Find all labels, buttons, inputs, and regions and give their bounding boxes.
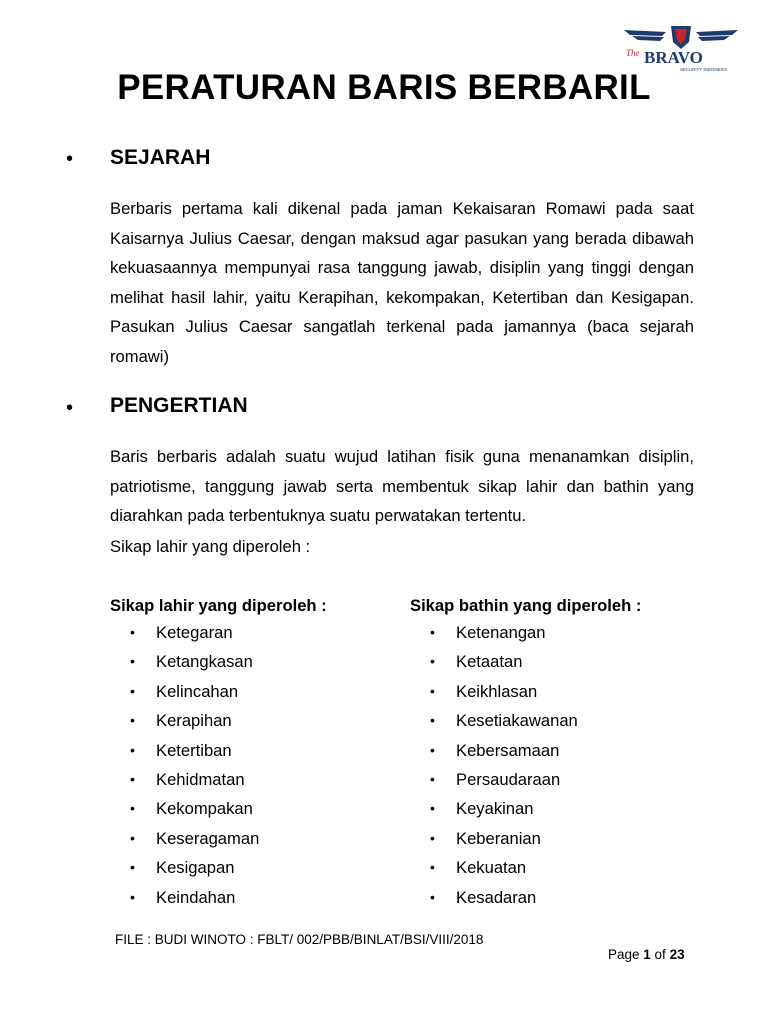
list-item-label: Kesigapan	[156, 858, 235, 878]
section-heading-pengertian: PENGERTIAN	[110, 394, 248, 417]
list-item	[130, 677, 259, 706]
bullet-icon: •	[130, 859, 135, 876]
list-item-label: Kerapihan	[156, 711, 232, 731]
list-item-label: Ketertiban	[156, 740, 232, 760]
page-title: PERATURAN BARIS BERBARIL	[117, 68, 651, 107]
bullet-icon: •	[130, 800, 135, 817]
bullet-icon: •	[430, 859, 435, 876]
page-number: Page 1 of 23	[608, 947, 685, 962]
list-heading-bathin: Sikap bathin yang diperoleh :	[410, 596, 642, 615]
list-item-label: Ketegaran	[156, 623, 233, 642]
bullet-icon: •	[130, 624, 135, 640]
section-paragraph-pengertian: Baris berbaris adalah suatu wujud latihan fisik guna menanamkan disiplin, patriotisme, tanggung jawab serta membentuk sikap lahir dan bathin yang diarahkan pada terbentuknya suatu perwatakan tertentu.	[110, 447, 694, 525]
list-item-label: Kehidmatan	[156, 769, 245, 789]
section-bullet-icon: •	[66, 148, 74, 170]
list-item-label: Kekompakan	[156, 799, 253, 819]
list-item-label: Kesetiakawanan	[456, 711, 578, 731]
bullet-icon: •	[430, 682, 435, 699]
bullet-icon: •	[430, 829, 435, 846]
bullet-icon: •	[430, 770, 435, 787]
list-item	[430, 677, 578, 706]
list-item-label: Kelincahan	[156, 681, 239, 701]
list-item-label: Ketangkasan	[156, 652, 253, 672]
section-bullet-icon: •	[66, 397, 74, 419]
list-item	[430, 853, 578, 882]
list-item-label: Keindahan	[156, 887, 236, 907]
list-item	[130, 853, 259, 882]
list-item	[430, 647, 578, 676]
list-item	[430, 765, 578, 794]
list-heading-lahir: Sikap lahir yang diperoleh :	[110, 596, 327, 615]
list-item-label: Kebersamaan	[456, 740, 560, 760]
bullet-icon: •	[130, 888, 135, 905]
bullet-icon: •	[130, 653, 135, 670]
bullet-icon: •	[430, 653, 435, 670]
section-extra-line: Sikap lahir yang diperoleh :	[110, 537, 311, 556]
list-item-label: Persaudaraan	[456, 769, 561, 789]
list-item-label: Keberanian	[456, 828, 541, 848]
bullet-icon: •	[430, 800, 435, 817]
list-item	[430, 618, 578, 647]
svg-text:SECURITY INDONESIA: SECURITY INDONESIA	[680, 67, 728, 72]
list-item	[130, 736, 259, 765]
list-item	[130, 647, 259, 676]
bullet-icon: •	[430, 888, 435, 905]
list-item	[130, 765, 259, 794]
list-item-label: Kesadaran	[456, 887, 537, 907]
list-item-label: Keseragaman	[156, 828, 260, 848]
list-item	[130, 706, 259, 735]
list-item	[430, 706, 578, 735]
list-item-label: Keyakinan	[456, 799, 534, 819]
bullet-icon: •	[130, 829, 135, 846]
bullet-icon: •	[130, 770, 135, 787]
bullet-icon: •	[430, 741, 435, 758]
list-bathin	[430, 618, 578, 912]
bullet-icon: •	[130, 682, 135, 699]
bullet-icon: •	[430, 624, 435, 640]
list-item	[430, 794, 578, 823]
list-item-label: Ketaatan	[456, 652, 523, 672]
list-item-label: Kekuatan	[456, 858, 527, 878]
list-item-label: Ketenangan	[456, 623, 546, 642]
list-item	[430, 824, 578, 853]
list-item	[130, 618, 259, 647]
list-item-label: Keikhlasan	[456, 681, 538, 701]
list-item	[130, 794, 259, 823]
section-paragraph-sejarah: Berbaris pertama kali dikenal pada jaman Kekaisaran Romawi pada saat Kaisarnya Julius Caesar, dengan maksud agar pasukan yang berada dibawah kekuasaannya mempunyai rasa tanggung jawab, disiplin yang tinggi dengan melihat hasil lahir, yaitu Kerapihan, kekompakan, Ketertiban dan Kesigapan. Pasukan Julius Caesar sangatlah terkenal pada jamannya (baca sejarah romawi)	[110, 199, 694, 366]
svg-text:BRAVO: BRAVO	[644, 48, 703, 67]
bullet-icon: •	[130, 712, 135, 729]
bullet-icon: •	[130, 741, 135, 758]
list-item	[430, 736, 578, 765]
section-heading-sejarah: SEJARAH	[110, 146, 211, 169]
bullet-icon: •	[430, 712, 435, 729]
footer-file-reference: FILE : BUDI WINOTO : FBLT/ 002/PBB/BINLAT/BSI/VIII/2018	[115, 932, 484, 947]
list-item	[130, 883, 259, 912]
svg-text:The: The	[626, 48, 640, 58]
list-item	[130, 824, 259, 853]
list-item	[430, 883, 578, 912]
list-lahir	[130, 618, 259, 912]
